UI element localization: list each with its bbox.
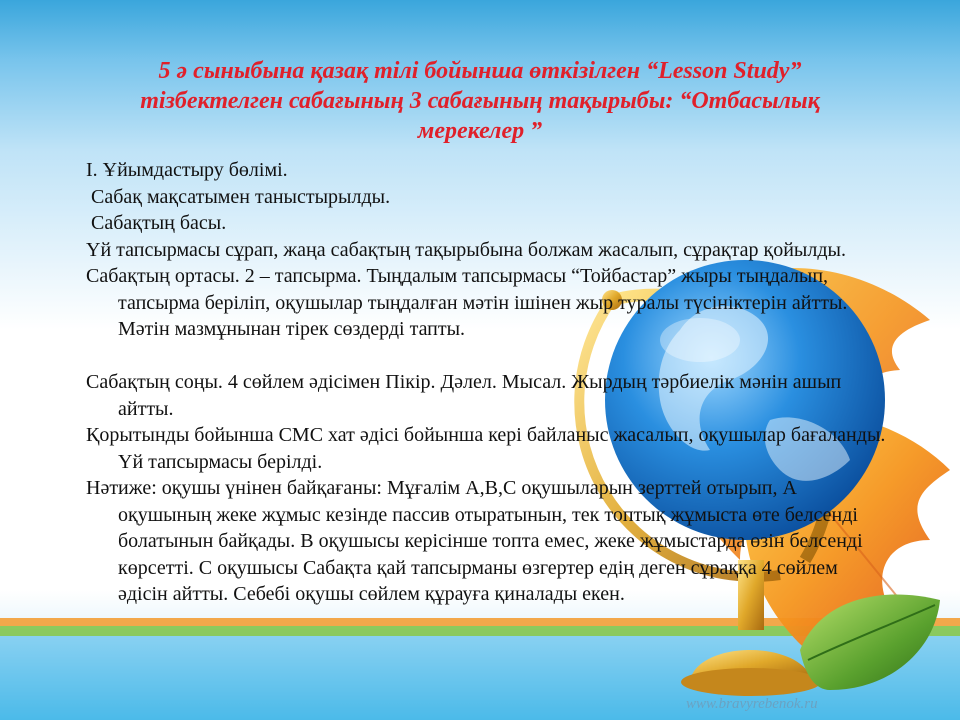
slide-body [86,157,886,608]
body-paragraph: Сабақтың ортасы. 2 – тапсырма. Тыңдалым тапсырмасы “Тойбастар” жыры тыңдалып, тапсырма беріліп, оқушылар тыңдалған мәтін ішінен жыр туралы түсініктерін айтты. Мәтін мазмұнынан тірек сөздерді тапты. [86,265,848,340]
section-heading: I. Ұйымдастыру бөлімі. [86,159,288,181]
body-paragraph: Сабақ мақсатымен таныстырылды. [86,185,391,208]
watermark: www.bravyrebenok.ru [686,696,818,712]
body-paragraph: Сабақтың соңы. 4 сөйлем әдісімен Пікір. Дәлел. Мысал. Жырдың тәрбиелік мәнін ашып айтты. [86,371,842,420]
title-line: тізбектелген сабағының 3 сабағының тақырыбы: “Отбасылық [140,88,820,114]
body-paragraph: Қорытынды бойынша СМС хат әдісі бойынша кері байланыс жасалып, оқушылар бағаланды. Үй тапсырмасы берілді. [86,424,886,473]
body-paragraph: Үй тапсырмасы сұрап, жаңа сабақтың тақырыбына болжам жасалып, сұрақтар қойылды. [86,238,846,261]
slide-title [80,56,880,146]
body-paragraph: Нәтиже: оқушы үнінен байқағаны: Мұғалім А,В,С оқушыларын зерттей отырып, А оқушының жеке жұмыс кезінде пассив отыратынын, тек топтық жұмыста өте белсенді болатынын байқады. В оқушысы керісінше топта емес, жеке жұмыстарда өзін белсенді көрсетті. С оқушысы Сабақта қай тапсырманы өзгертер едің деген сұраққа 4 сөйлем әдісін айтты. Себебі оқушы сөйлем құрауға қиналады екен. [86,477,863,605]
body-paragraph: Сабақтың басы. [86,212,227,234]
title-line: 5 ә сыныбына қазақ тілі бойынша өткізілген “Lesson Study” [158,58,802,84]
title-line: мерекелер ” [417,118,543,144]
paragraph-spacer [86,343,886,370]
